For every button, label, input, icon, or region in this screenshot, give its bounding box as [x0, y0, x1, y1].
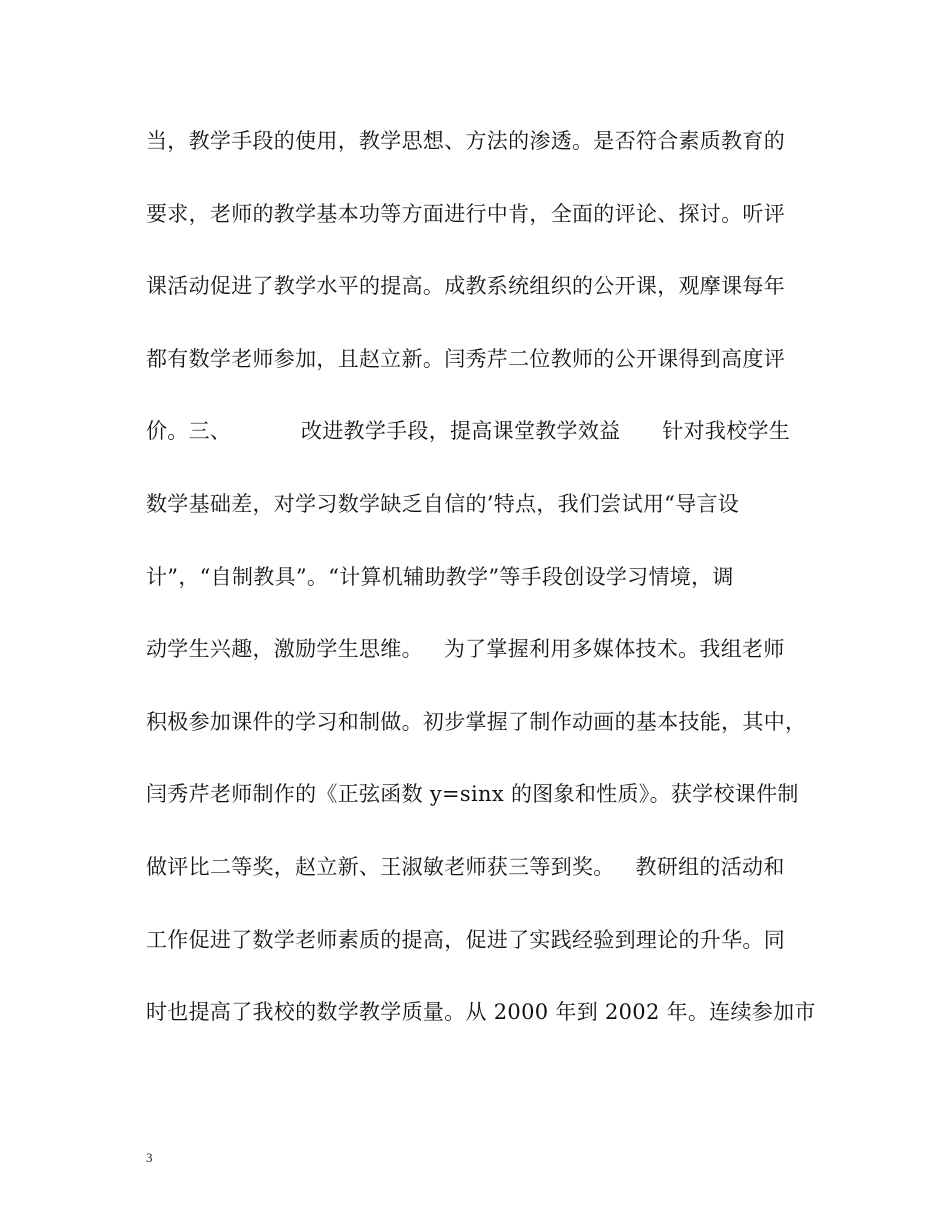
text-line: 当，教学手段的使用，教学思想、方法的渗透。是否符合素质教育的	[146, 129, 785, 153]
text-line: 都有数学老师参加，且赵立新。闫秀芹二位教师的公开课得到高度评	[146, 346, 785, 371]
text-line: 时也提高了我校的数学教学质量。从 2000 年到 2002 年。连续参加市	[146, 1000, 816, 1025]
text-line: 工作促进了数学老师素质的提高，促进了实践经验到理论的升华。同	[146, 927, 785, 952]
text-line: 积极参加课件的学习和制做。初步掌握了制作动画的基本技能，其中，	[146, 709, 807, 734]
text-line: 动学生兴趣，激励学生思维。 为了掌握利用多媒体技术。我组老师	[146, 637, 785, 662]
text-line: 课活动促进了教学水平的提高。成教系统组织的公开课，观摩课每年	[146, 274, 785, 299]
text-line: 要求，老师的教学基本功等方面进行中肯，全面的评论、探讨。听评	[146, 201, 785, 226]
text-line: 闫秀芹老师制作的《正弦函数 y=sinx 的图象和性质》。获学校课件制	[146, 782, 799, 807]
body-text	[146, 126, 816, 1070]
text-line: 做评比二等奖，赵立新、王淑敏老师获三等到奖。 教研组的活动和	[146, 854, 785, 879]
text-line: 价。三、 改进教学手段，提高课堂教学效益 针对我校学生	[146, 419, 791, 444]
page-number: 3	[146, 1150, 153, 1165]
text-line: 数学基础差，对学习数学缺乏自信的’特点，我们尝试用“导言设	[146, 491, 740, 516]
text-line: 计”，“自制教具”。“计算机辅助教学”等手段创设学习情境，调	[146, 564, 734, 589]
